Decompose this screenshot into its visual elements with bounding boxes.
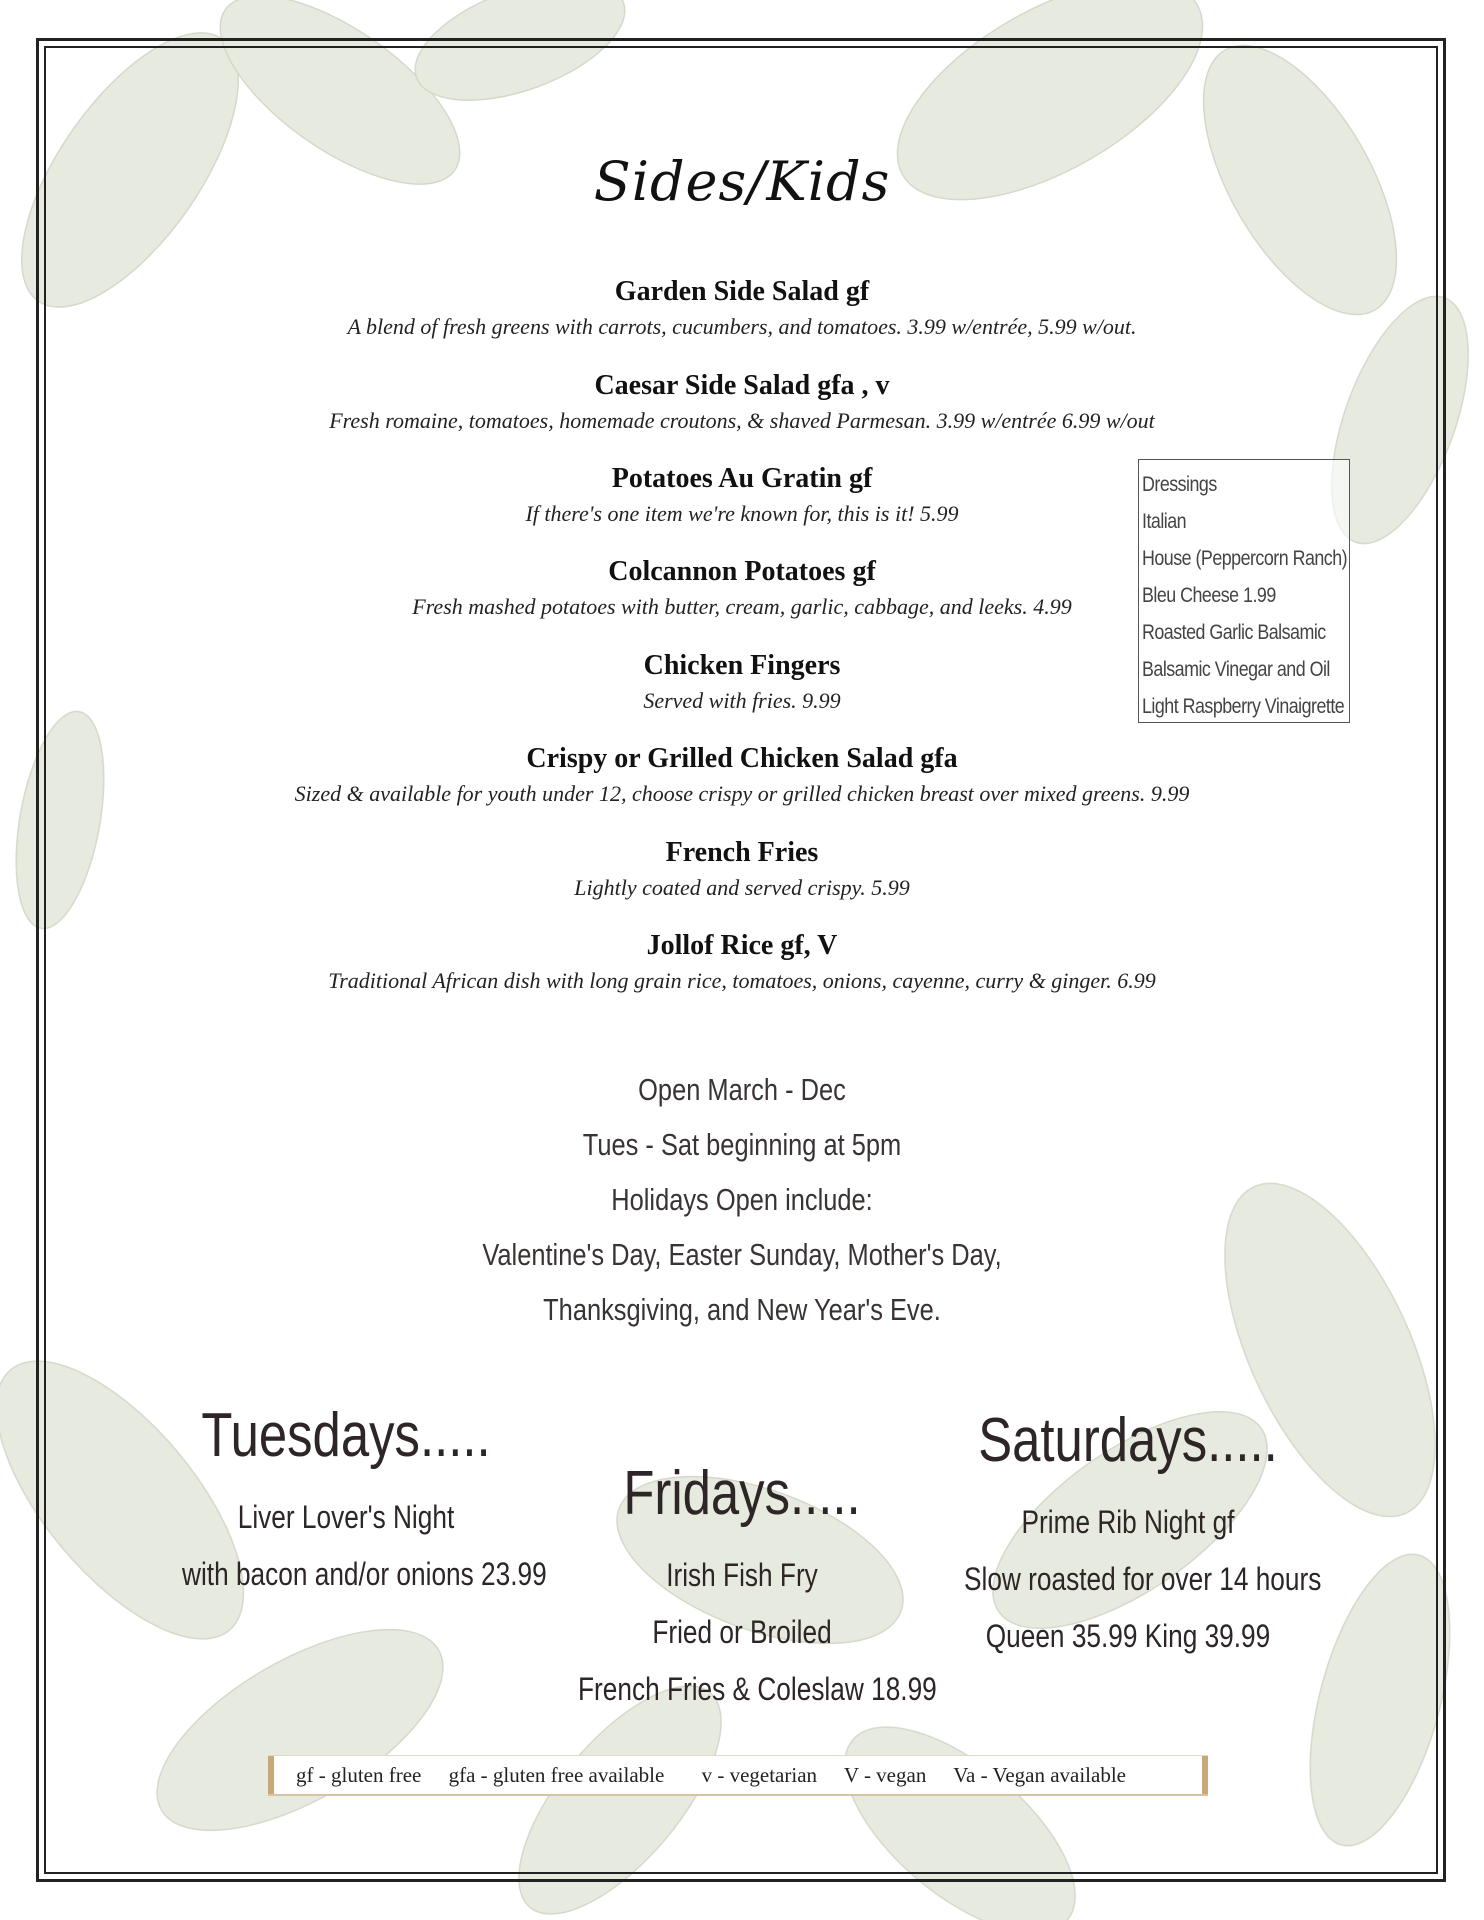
special-line: Liver Lover's Night [237, 1499, 455, 1535]
menu-item-name: Potatoes Au Gratin gf [611, 463, 873, 494]
dressings-box [1138, 459, 1350, 723]
menu-item-description: Fresh mashed potatoes with butter, cream, garlic, cabbage, and leeks. 4.99 [412, 594, 1072, 619]
menu-item-description: Served with fries. 9.99 [643, 688, 841, 713]
hours-line: Open March - Dec [638, 1072, 846, 1107]
menu-item-description: If there's one item we're known for, this is it! 5.99 [525, 501, 959, 526]
menu-item [0, 743, 1484, 807]
menu-item-name: Garden Side Salad gf [614, 276, 870, 307]
special-heading: Saturdays..... [978, 1406, 1278, 1475]
dressing-item: House (Peppercorn Ranch) [1142, 547, 1348, 570]
hours-line: Thanksgiving, and New Year's Eve. [543, 1292, 941, 1327]
hours-line: Valentine's Day, Easter Sunday, Mother's Day, [482, 1237, 1002, 1272]
page-title: Sides/Kids [593, 150, 891, 213]
special-saturday [928, 1405, 1328, 1665]
special-friday [542, 1458, 942, 1718]
hours-block [0, 1062, 1484, 1337]
dressing-item: Balsamic Vinegar and Oil [1142, 658, 1330, 681]
dressing-item: Light Raspberry Vinaigrette [1142, 695, 1345, 718]
special-line: with bacon and/or onions 23.99 [182, 1556, 547, 1592]
menu-item-description: Sized & available for youth under 12, choose crispy or grilled chicken breast over mixed greens. 9.99 [294, 781, 1190, 806]
menu-item-name: Crispy or Grilled Chicken Salad gfa [526, 743, 958, 774]
menu-item-name: Jollof Rice gf, V [646, 930, 838, 961]
special-line: Fried or Broiled [652, 1614, 832, 1650]
menu-item-description: Lightly coated and served crispy. 5.99 [574, 875, 910, 900]
dressing-item: Roasted Garlic Balsamic [1142, 621, 1326, 644]
legend-item: Va - Vegan available [953, 1763, 1126, 1787]
menu-item-name: Colcannon Potatoes gf [608, 556, 876, 587]
special-line: Queen 35.99 King 39.99 [985, 1618, 1271, 1654]
special-line: Prime Rib Night gf [1021, 1504, 1235, 1540]
special-line: French Fries & Coleslaw 18.99 [578, 1671, 937, 1707]
special-line: Irish Fish Fry [666, 1557, 818, 1593]
hours-line: Holidays Open include: [611, 1182, 873, 1217]
menu-item-description: Fresh romaine, tomatoes, homemade croutons, & shaved Parmesan. 3.99 w/entrée 6.99 w/out [329, 408, 1155, 433]
dressing-item: Bleu Cheese 1.99 [1142, 584, 1276, 607]
menu-item-name: Chicken Fingers [643, 650, 841, 681]
legend-item: gf - gluten free [296, 1763, 422, 1787]
legend-item: v - vegetarian [701, 1763, 818, 1787]
menu-item-name: Caesar Side Salad gfa , v [594, 370, 890, 401]
legend-item: gfa - gluten free available [448, 1763, 665, 1787]
dressing-item: Italian [1142, 510, 1187, 533]
menu-item-description: Traditional African dish with long grain rice, tomatoes, onions, cayenne, curry & ginger. 6.99 [328, 968, 1156, 993]
special-heading: Fridays..... [623, 1459, 861, 1528]
special-heading: Tuesdays..... [201, 1401, 491, 1470]
dressings-heading: Dressings [1142, 473, 1217, 496]
menu-item-description: A blend of fresh greens with carrots, cucumbers, and tomatoes. 3.99 w/entrée, 5.99 w/out. [347, 314, 1137, 339]
menu-item [0, 276, 1484, 340]
special-tuesday [146, 1400, 546, 1603]
hours-line: Tues - Sat beginning at 5pm [582, 1127, 902, 1162]
menu-item [0, 370, 1484, 434]
dietary-legend [268, 1756, 1208, 1794]
legend-item: V - vegan [843, 1763, 927, 1787]
menu-item [0, 837, 1484, 901]
menu-item [0, 930, 1484, 994]
special-line: Slow roasted for over 14 hours [964, 1561, 1322, 1597]
menu-item-name: French Fries [665, 837, 819, 868]
